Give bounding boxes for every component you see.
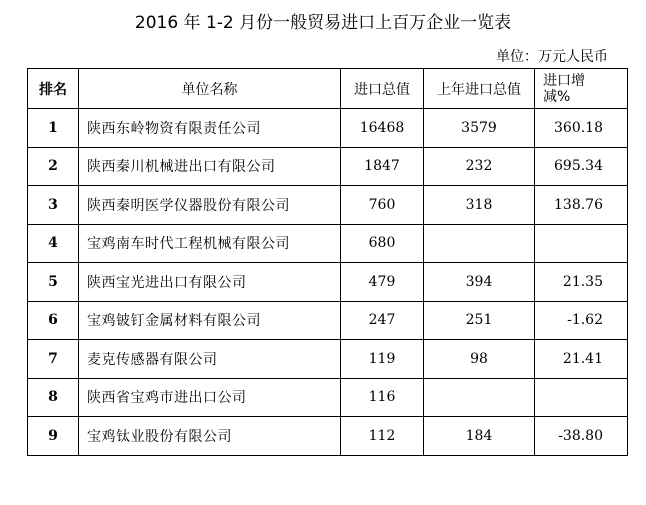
table-row bbox=[28, 378, 628, 417]
cell-rank: 7 bbox=[28, 340, 79, 379]
cell-rank: 8 bbox=[28, 378, 79, 417]
table-row bbox=[28, 224, 628, 263]
table-row bbox=[28, 109, 628, 148]
header-last-year-total: 上年进口总值 bbox=[424, 69, 535, 109]
cell-last-year-total: 98 bbox=[424, 340, 535, 379]
cell-name: 陕西省宝鸡市进出口公司 bbox=[79, 378, 341, 417]
cell-last-year-total: 3579 bbox=[424, 109, 535, 148]
cell-last-year-total: 318 bbox=[424, 186, 535, 225]
cell-last-year-total bbox=[424, 378, 535, 417]
cell-growth bbox=[535, 224, 628, 263]
cell-growth: -1.62 bbox=[535, 301, 628, 340]
cell-import-total: 116 bbox=[341, 378, 424, 417]
cell-growth: 21.41 bbox=[535, 340, 628, 379]
table-row bbox=[28, 263, 628, 302]
cell-last-year-total: 251 bbox=[424, 301, 535, 340]
cell-name: 陕西东岭物资有限责任公司 bbox=[79, 109, 341, 148]
cell-import-total: 1847 bbox=[341, 147, 424, 186]
cell-import-total: 760 bbox=[341, 186, 424, 225]
cell-name: 陕西秦明医学仪器股份有限公司 bbox=[79, 186, 341, 225]
cell-growth: 138.76 bbox=[535, 186, 628, 225]
cell-growth: 360.18 bbox=[535, 109, 628, 148]
cell-name: 陕西宝光进出口有限公司 bbox=[79, 263, 341, 302]
cell-name: 陕西秦川机械进出口有限公司 bbox=[79, 147, 341, 186]
cell-rank: 5 bbox=[28, 263, 79, 302]
cell-rank: 3 bbox=[28, 186, 79, 225]
cell-rank: 1 bbox=[28, 109, 79, 148]
table-row bbox=[28, 186, 628, 225]
cell-name: 宝鸡铍钉金属材料有限公司 bbox=[79, 301, 341, 340]
cell-rank: 6 bbox=[28, 301, 79, 340]
header-rank: 排名 bbox=[28, 69, 79, 109]
cell-name: 麦克传感器有限公司 bbox=[79, 340, 341, 379]
table-row bbox=[28, 417, 628, 456]
table-header-row bbox=[28, 69, 628, 109]
cell-growth: -38.80 bbox=[535, 417, 628, 456]
cell-import-total: 680 bbox=[341, 224, 424, 263]
header-growth-line1: 进口增 bbox=[543, 72, 585, 89]
cell-rank: 9 bbox=[28, 417, 79, 456]
cell-import-total: 479 bbox=[341, 263, 424, 302]
header-growth bbox=[535, 69, 628, 109]
cell-import-total: 247 bbox=[341, 301, 424, 340]
import-enterprise-table bbox=[27, 68, 628, 456]
cell-last-year-total bbox=[424, 224, 535, 263]
cell-import-total: 112 bbox=[341, 417, 424, 456]
table-row bbox=[28, 340, 628, 379]
header-name: 单位名称 bbox=[79, 69, 341, 109]
table-row bbox=[28, 147, 628, 186]
cell-import-total: 16468 bbox=[341, 109, 424, 148]
cell-name: 宝鸡南车时代工程机械有限公司 bbox=[79, 224, 341, 263]
cell-growth: 695.34 bbox=[535, 147, 628, 186]
cell-import-total: 119 bbox=[341, 340, 424, 379]
table-row bbox=[28, 301, 628, 340]
cell-name: 宝鸡钛业股份有限公司 bbox=[79, 417, 341, 456]
header-growth-line2: 减% bbox=[543, 88, 571, 105]
cell-growth: 21.35 bbox=[535, 263, 628, 302]
header-import-total: 进口总值 bbox=[341, 69, 424, 109]
cell-rank: 4 bbox=[28, 224, 79, 263]
unit-label: 单位：万元人民币 bbox=[496, 49, 608, 65]
cell-growth bbox=[535, 378, 628, 417]
cell-last-year-total: 184 bbox=[424, 417, 535, 456]
cell-rank: 2 bbox=[28, 147, 79, 186]
cell-last-year-total: 232 bbox=[424, 147, 535, 186]
document-title: 2016 年 1-2 月份一般贸易进口上百万企业一览表 bbox=[134, 13, 512, 33]
cell-last-year-total: 394 bbox=[424, 263, 535, 302]
